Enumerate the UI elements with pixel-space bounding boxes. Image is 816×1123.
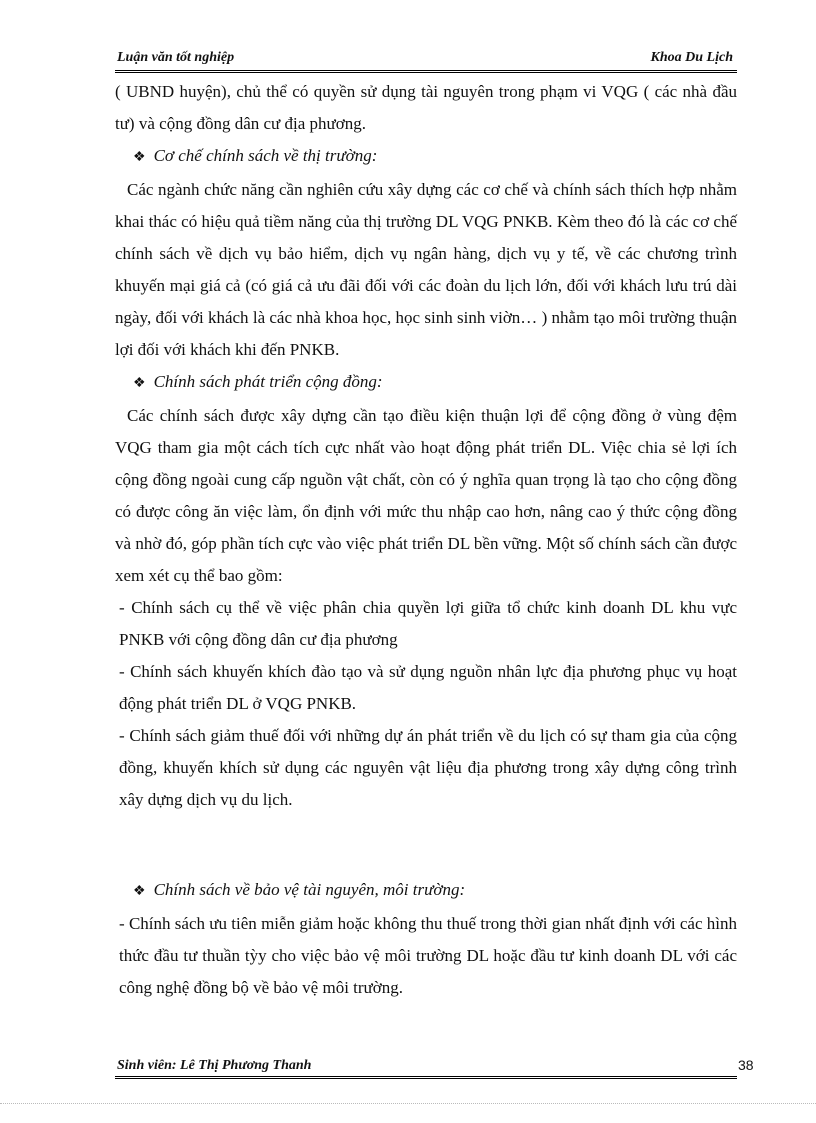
paragraph-environment: - Chính sách ưu tiên miễn giảm hoặc không thu thuế trong thời gian nhất định với các hình thức đầu tư thuần tỳy cho việc bảo vệ môi trường DL hoặc đầu tư kinh doanh DL với các công nghệ đồng bộ về bảo vệ môi trường.	[119, 914, 737, 997]
list-item-benefit-sharing: - Chính sách cụ thể về việc phân chia quyền lợi giữa tổ chức kinh doanh DL khu vực PNKB với cộng đồng dân cư địa phương	[119, 598, 737, 649]
list-item-training: - Chính sách khuyến khích đào tạo và sử dụng nguồn nhân lực địa phương phục vụ hoạt động phát triển DL ở VQG PNKB.	[119, 662, 737, 713]
section-heading-market	[115, 140, 737, 174]
page-break-line	[0, 1103, 816, 1104]
heading-text: Chính sách về bảo vệ tài nguyên, môi trường:	[153, 880, 466, 899]
diamond-bullet-icon: ❖	[133, 884, 146, 899]
paragraph-intro: ( UBND huyện), chủ thể có quyền sử dụng tài nguyên trong phạm vi VQG ( các nhà đầu tư) và cộng đồng dân cư địa phương.	[115, 82, 737, 133]
header-thesis-title: Luận văn tốt nghiệp	[117, 50, 235, 65]
diamond-bullet-icon: ❖	[133, 376, 146, 391]
header-faculty: Khoa Du Lịch	[650, 50, 733, 65]
paragraph-market: Các ngành chức năng cần nghiên cứu xây dựng các cơ chế và chính sách thích hợp nhằm khai thác có hiệu quả tiềm năng của thị trường DL VQG PNKB. Kèm theo đó là các cơ chế chính sách về dịch vụ bảo hiểm, dịch vụ ngân hàng, dịch vụ y tế, về các chương trình khuyến mại giá cả (có giá cả ưu đãi đối với các đoàn du lịch lớn, đối với khách lưu trú dài ngày, đối với khách là các nhà khoa học, học sinh sinh viờn… ) nhằm tạo môi trường thuận lợi đối với khách khi đến PNKB.	[115, 180, 737, 359]
footer-student-name: Sinh viên: Lê Thị Phương Thanh	[117, 1058, 312, 1073]
section-heading-community	[115, 366, 737, 400]
heading-text: Cơ chế chính sách về thị trường:	[153, 146, 378, 165]
paragraph-community: Các chính sách được xây dựng cần tạo điều kiện thuận lợi để cộng đồng ở vùng đệm VQG tham gia một cách tích cực nhất vào hoạt động phát triển DL. Việc chia sẻ lợi ích cộng đồng ngoài cung cấp nguồn vật chất, còn có ý nghĩa quan trọng là tạo cho cộng đồng có được công ăn việc làm, ổn định với mức thu nhập cao hơn, nâng cao ý thức cộng đồng và nhờ đó, góp phần tích cực vào việc phát triển DL bền vững. Một số chính sách cần được xem xét cụ thể bao gồm:	[115, 406, 737, 585]
section-heading-environment	[115, 874, 737, 908]
heading-text: Chính sách phát triển cộng đồng:	[153, 372, 383, 391]
page-number: 38	[738, 1057, 754, 1073]
diamond-bullet-icon: ❖	[133, 150, 146, 165]
spacer	[115, 816, 737, 874]
page-header	[115, 50, 737, 73]
page-footer	[115, 1058, 737, 1079]
list-item-tax-reduction: - Chính sách giảm thuế đối với những dự án phát triển về du lịch có sự tham gia của cộng đồng, khuyến khích sử dụng các nguyên vật liệu địa phương trong xây dựng công trình xây dựng dịch vụ du lịch.	[119, 726, 737, 809]
document-body	[115, 76, 737, 1004]
